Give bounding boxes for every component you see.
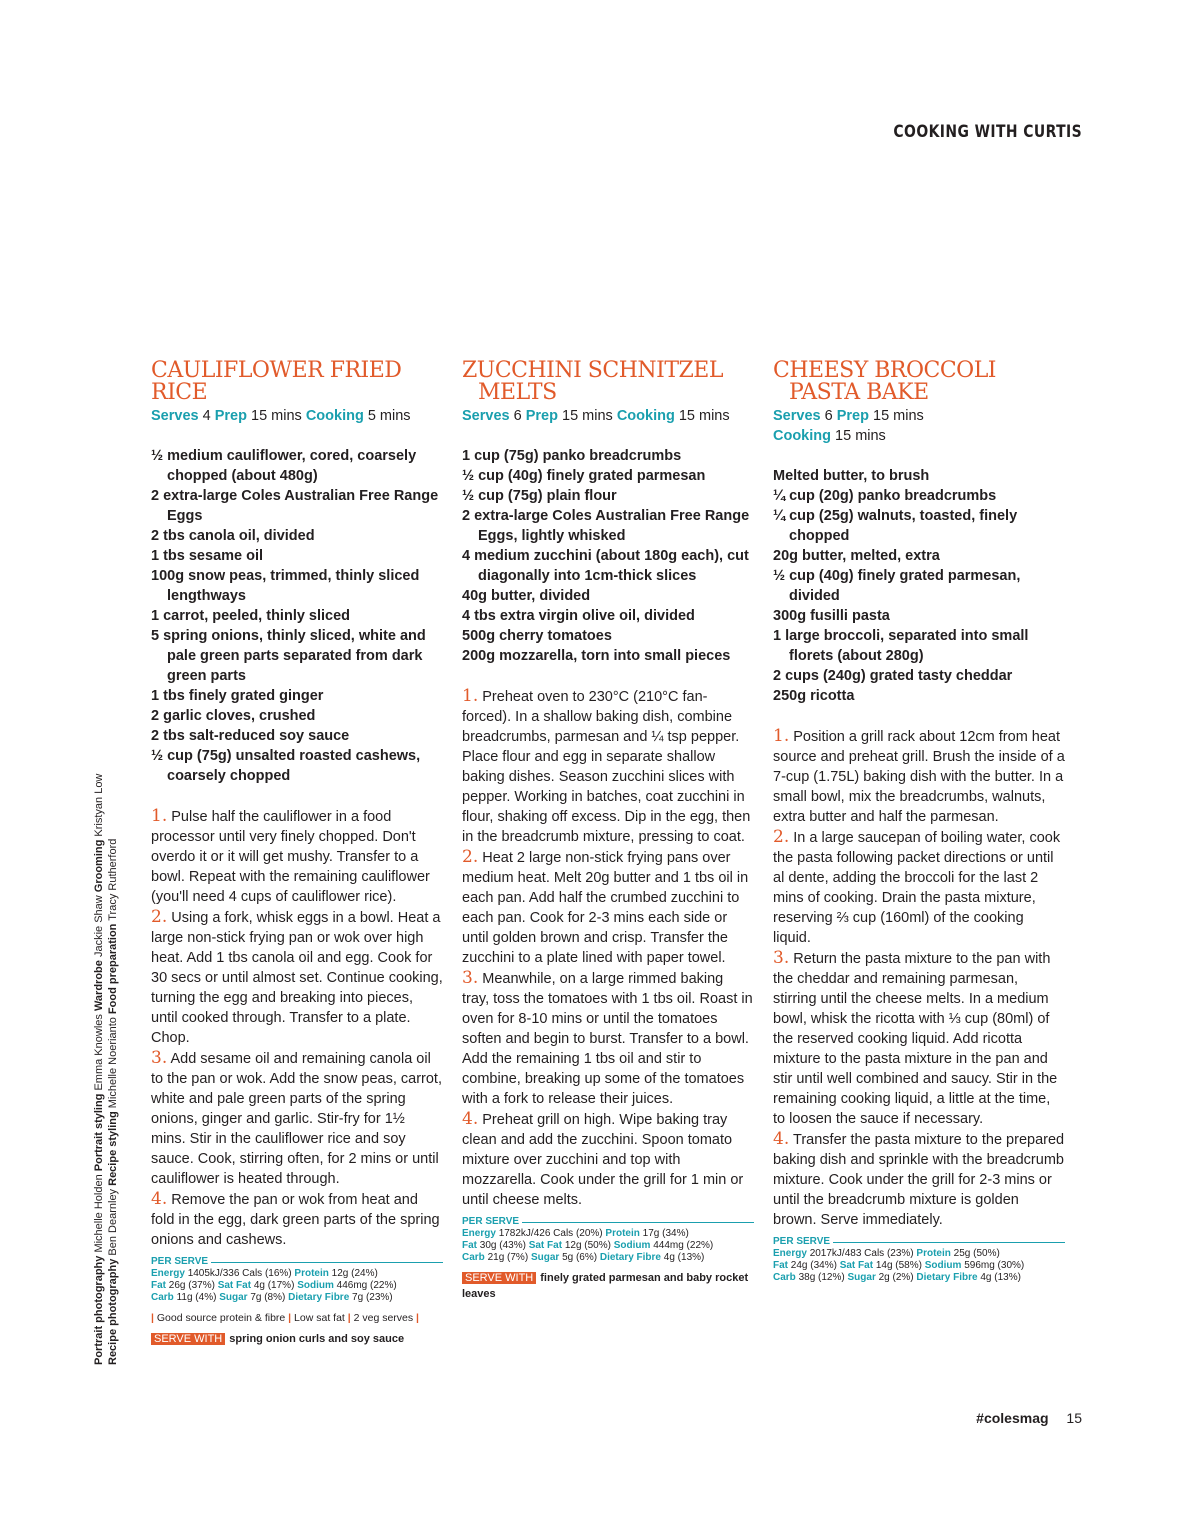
- recipe-column: [151, 360, 443, 1347]
- method-steps: [151, 806, 443, 1250]
- prep-label: Prep: [836, 408, 869, 424]
- health-tags: [151, 1312, 443, 1325]
- ingredient-list: [773, 466, 1065, 706]
- nutrient-value: 2017kJ/483 Cals (23%): [809, 1248, 914, 1259]
- ingredient-item: ¼ cup (25g) walnuts, toasted, finely chopped: [773, 508, 1018, 544]
- ingredient-item: 2 tbs canola oil, divided: [151, 528, 315, 544]
- ingredient-item: 1 carrot, peeled, thinly sliced: [151, 608, 351, 624]
- ingredient-item: 4 tbs extra virgin olive oil, divided: [462, 608, 695, 624]
- nutrition-line: [462, 1228, 754, 1240]
- ingredient-item: 20g butter, melted, extra: [773, 548, 940, 564]
- per-serve-header: [773, 1236, 1065, 1248]
- serves-label: Serves: [151, 408, 199, 424]
- step-number: 1.: [151, 806, 168, 826]
- nutrient-value: 4g (13%): [663, 1252, 705, 1263]
- step-number: 2.: [151, 907, 168, 927]
- nutrient-label: Fat: [151, 1280, 166, 1291]
- nutrient-label: Carb: [151, 1292, 174, 1303]
- serves-value: 6: [513, 408, 522, 424]
- serve-with-label: SERVE WITH: [462, 1272, 536, 1284]
- nutrient-value: 14g (58%): [875, 1260, 922, 1271]
- serves-label: Serves: [462, 408, 510, 424]
- step-number: 3.: [151, 1048, 168, 1068]
- credit-role: Food preparation: [107, 923, 119, 1015]
- ingredient-item: 300g fusilli pasta: [773, 608, 890, 624]
- credit-role: Portrait styling: [93, 1093, 105, 1172]
- nutrient-value: 5g (6%): [562, 1252, 598, 1263]
- nutrient-label: Dietary Fibre: [599, 1252, 661, 1263]
- nutrient-value: 12g (24%): [331, 1268, 378, 1279]
- nutrient-label: Sodium: [924, 1260, 962, 1271]
- ingredient-item: 200g mozzarella, torn into small pieces: [462, 648, 731, 664]
- nutrient-label: Sat Fat: [839, 1260, 874, 1271]
- nutrient-label: Protein: [916, 1248, 951, 1259]
- per-serve-label: PER SERVE: [151, 1256, 209, 1267]
- nutrient-label: Carb: [462, 1252, 485, 1263]
- nutrition-line: [151, 1280, 443, 1292]
- step-text: Transfer the pasta mixture to the prepared baking dish and sprinkle with the breadcrumb mixture. Cook under the grill for 2-3 mins or until the breadcrumb mixture is golden brown. Serve immediately.: [773, 1132, 1065, 1228]
- method-step: [151, 1189, 443, 1250]
- ingredient-item: 4 medium zucchini (about 180g each), cut diagonally into 1cm-thick slices: [462, 548, 749, 584]
- serves-value: 6: [824, 408, 833, 424]
- credit-name: Michelle Noerianto: [107, 1017, 119, 1109]
- step-text: Preheat grill on high. Wipe baking tray clean and add the zucchini. Spoon tomato mixture over zucchini and top with mozzarella. Cook under the grill for 1 min or until cheese melts.: [462, 1112, 744, 1208]
- step-number: 1.: [462, 686, 479, 706]
- method-step: [462, 968, 754, 1109]
- serve-with: [462, 1270, 754, 1302]
- nutrient-value: 21g (7%): [487, 1252, 529, 1263]
- step-number: 2.: [462, 847, 479, 867]
- step-number: 4.: [462, 1109, 479, 1129]
- credit-name: Ben Dearnley: [107, 1188, 119, 1256]
- ingredient-item: 100g snow peas, trimmed, thinly sliced lengthways: [151, 568, 420, 604]
- method-steps: [462, 686, 754, 1210]
- nutrient-value: 30g (43%): [479, 1240, 526, 1251]
- credit-name: Tracy Rutherford: [107, 838, 119, 921]
- nutrient-value: 25g (50%): [953, 1248, 1000, 1259]
- credit-role: Recipe styling: [107, 1111, 119, 1186]
- per-serve-label: PER SERVE: [773, 1236, 831, 1247]
- nutrient-label: Carb: [773, 1272, 796, 1283]
- ingredient-item: 1 tbs sesame oil: [151, 548, 264, 564]
- ingredient-item: 2 cups (240g) grated tasty cheddar: [773, 668, 1013, 684]
- method-steps: [773, 726, 1065, 1230]
- recipe-times: [462, 406, 754, 426]
- recipe-title: [151, 360, 443, 404]
- nutrition-line: [773, 1260, 1065, 1272]
- step-text: Pulse half the cauliflower in a food processor until very finely chopped. Don't overdo it or it will get mushy. Transfer to a bowl. Repeat with the remaining cauliflower (you'll need 4 cups of cauliflower rice).: [151, 809, 430, 905]
- section-header: COOKING WITH CURTIS: [893, 122, 1082, 142]
- per-serve-rule: [522, 1222, 754, 1223]
- cooking-value: 15 mins: [678, 408, 730, 424]
- step-text: In a large saucepan of boiling water, cook the pasta following packet directions or until al dente, adding the broccoli for the last 2 mins of cooking. Drain the pasta mixture, reserving ⅔ cup (160ml) of the cooking liquid.: [773, 830, 1061, 946]
- prep-value: 15 mins: [562, 408, 613, 424]
- recipe-column: [773, 360, 1065, 1284]
- nutrient-value: 11g (4%): [176, 1292, 217, 1303]
- serves-label: Serves: [773, 408, 821, 424]
- ingredient-item: ½ cup (75g) unsalted roasted cashews, coarsely chopped: [151, 748, 421, 784]
- nutrient-value: 12g (50%): [564, 1240, 611, 1251]
- nutrient-value: 2g (2%): [878, 1272, 914, 1283]
- nutrient-value: 444mg (22%): [653, 1240, 714, 1251]
- nutrient-label: Fat: [773, 1260, 788, 1271]
- step-text: Heat 2 large non-stick frying pans over medium heat. Melt 20g butter and 1 tbs oil in each pan. Add half the crumbed zucchini to each pan. Cook for 2-3 mins each side or until golden brown and crisp. Transfer the zucchini to a plate lined with paper towel.: [462, 850, 749, 966]
- title-line-1: ZUCCHINI SCHNITZEL: [462, 358, 723, 383]
- nutrition-line: [462, 1240, 754, 1252]
- method-step: [773, 948, 1065, 1129]
- ingredient-list: [151, 446, 443, 786]
- ingredient-item: Melted butter, to brush: [773, 468, 930, 484]
- nutrient-label: Protein: [294, 1268, 329, 1279]
- photo-credits: [92, 725, 120, 1365]
- ingredient-item: 1 large broccoli, separated into small florets (about 280g): [773, 628, 1029, 664]
- nutrition-line: [462, 1252, 754, 1264]
- step-number: 1.: [773, 726, 790, 746]
- nutrient-value: 4g (17%): [253, 1280, 295, 1291]
- nutrient-label: Fat: [462, 1240, 477, 1251]
- nutrient-value: 1405kJ/336 Cals (16%): [187, 1268, 292, 1279]
- nutrient-value: 38g (12%): [798, 1272, 845, 1283]
- nutrient-label: Sugar: [219, 1292, 248, 1303]
- credit-name: Jackie Shaw: [93, 895, 105, 958]
- health-tag: Good source protein & fibre: [156, 1312, 286, 1324]
- tag-divider: |: [285, 1312, 295, 1324]
- nutrition-line: [151, 1292, 443, 1304]
- nutrient-label: Dietary Fibre: [916, 1272, 978, 1283]
- serve-with-text: finely grated parmesan and baby rocket leaves: [462, 1272, 749, 1300]
- method-step: [462, 847, 754, 968]
- step-number: 4.: [773, 1129, 790, 1149]
- method-step: [462, 1109, 754, 1210]
- page-number: 15: [1066, 1410, 1082, 1426]
- tag-divider: |: [151, 1312, 157, 1324]
- ingredient-item: ½ medium cauliflower, cored, coarsely chopped (about 480g): [151, 448, 417, 484]
- method-step: [773, 1129, 1065, 1230]
- ingredient-item: ½ cup (40g) finely grated parmesan: [462, 468, 706, 484]
- recipe-times: [773, 406, 1065, 446]
- credit-role: Wardrobe: [93, 960, 105, 1012]
- health-tag: 2 veg serves: [353, 1312, 414, 1324]
- method-step: [773, 827, 1065, 948]
- recipe-column: [462, 360, 754, 1302]
- step-text: Preheat oven to 230°C (210°C fan-forced). In a shallow baking dish, combine breadcrumbs, parmesan and ¼ tsp pepper. Place flour and egg in separate shallow baking dishes. Season zucchini slices with pepper. Working in batches, coat zucchini in flour, shaking off excess. Dip in the egg, then in the breadcrumb mixture, pressing to coat.: [462, 689, 751, 845]
- health-tag: Low sat fat: [294, 1312, 345, 1324]
- nutrient-value: 7g (8%): [250, 1292, 286, 1303]
- method-step: [151, 806, 443, 907]
- recipe-times: [151, 406, 443, 426]
- nutrient-label: Protein: [605, 1228, 640, 1239]
- page-footer: [976, 1410, 1082, 1426]
- nutrition-line: [773, 1248, 1065, 1260]
- ingredient-item: 2 extra-large Coles Australian Free Range Eggs: [151, 488, 439, 524]
- credits-line: [92, 725, 106, 1365]
- prep-label: Prep: [525, 408, 558, 424]
- ingredient-item: 5 spring onions, thinly sliced, white and pale green parts separated from dark green parts: [151, 628, 426, 684]
- serve-with-label: SERVE WITH: [151, 1333, 225, 1345]
- tag-divider: |: [413, 1312, 419, 1324]
- title-line-2: MELTS: [478, 380, 557, 405]
- nutrition-line: [773, 1272, 1065, 1284]
- title-line-1: CHEESY BROCCOLI: [773, 358, 996, 383]
- method-step: [773, 726, 1065, 827]
- tag-divider: |: [344, 1312, 354, 1324]
- ingredient-item: 250g ricotta: [773, 688, 855, 704]
- recipe-title: [462, 360, 754, 404]
- nutrient-value: 26g (37%): [168, 1280, 215, 1291]
- ingredient-list: [462, 446, 754, 666]
- ingredient-item: ½ cup (40g) finely grated parmesan, divided: [773, 568, 1021, 604]
- nutrient-value: 17g (34%): [642, 1228, 689, 1239]
- nutrient-label: Sugar: [530, 1252, 560, 1263]
- step-text: Using a fork, whisk eggs in a bowl. Heat a large non-stick frying pan or wok over high heat. Add 1 tbs canola oil and egg. Cook for 30 secs or until almost set. Continue cooking, turning the egg and breaking into pieces, until cooked through. Transfer to a plate. Chop.: [151, 910, 443, 1046]
- ingredient-item: 1 cup (75g) panko breadcrumbs: [462, 448, 682, 464]
- prep-label: Prep: [214, 408, 247, 424]
- ingredient-item: ½ cup (75g) plain flour: [462, 488, 617, 504]
- credit-role: Portrait photography: [93, 1255, 105, 1365]
- nutrient-label: Sat Fat: [217, 1280, 252, 1291]
- ingredient-item: 1 tbs finely grated ginger: [151, 688, 324, 704]
- recipe-title: [773, 360, 1065, 404]
- per-serve-rule: [211, 1262, 443, 1263]
- step-text: Add sesame oil and remaining canola oil to the pan or wok. Add the snow peas, carrot, white and pale green parts of the spring onions, ginger and garlic. Stir-fry for 1½ mins. Stir in the cauliflower rice and soy sauce. Cook, stirring often, for 2 mins or until cauliflower is heated through.: [151, 1051, 442, 1187]
- ingredient-item: 2 tbs salt-reduced soy sauce: [151, 728, 350, 744]
- per-serve-header: [462, 1216, 754, 1228]
- nutrient-label: Sodium: [613, 1240, 651, 1251]
- nutrient-value: 1782kJ/426 Cals (20%): [498, 1228, 603, 1239]
- nutrient-label: Sodium: [297, 1280, 334, 1291]
- credit-role: Recipe photography: [107, 1258, 119, 1365]
- per-serve-label: PER SERVE: [462, 1216, 520, 1227]
- method-step: [151, 1048, 443, 1189]
- credit-name: Michelle Holden: [93, 1174, 105, 1253]
- ingredient-item: ¼ cup (20g) panko breadcrumbs: [773, 488, 997, 504]
- ingredient-item: 40g butter, divided: [462, 588, 591, 604]
- nutrition-line: [151, 1268, 443, 1280]
- nutrient-label: Sugar: [847, 1272, 876, 1283]
- step-number: 2.: [773, 827, 790, 847]
- serve-with-text: spring onion curls and soy sauce: [229, 1333, 405, 1345]
- nutrient-label: Energy: [773, 1248, 807, 1259]
- credits-line: [106, 725, 120, 1365]
- step-text: Remove the pan or wok from heat and fold in the egg, dark green parts of the spring onions and cashews.: [151, 1192, 440, 1248]
- credit-name: Kristyan Low: [93, 773, 105, 837]
- title-line-2: PASTA BAKE: [789, 380, 929, 405]
- cooking-label: Cooking: [773, 428, 831, 444]
- prep-value: 15 mins: [251, 408, 302, 424]
- hashtag: #colesmag: [976, 1410, 1049, 1426]
- step-text: Position a grill rack about 12cm from heat source and preheat grill. Brush the inside of a 7-cup (1.75L) baking dish with the butter. In a small bowl, mix the breadcrumbs, walnuts, extra butter and half the parmesan.: [773, 729, 1065, 825]
- title-line-1: CAULIFLOWER FRIED RICE: [151, 358, 402, 405]
- credit-role: Grooming: [93, 839, 105, 893]
- method-step: [151, 907, 443, 1048]
- per-serve-header: [151, 1256, 443, 1268]
- step-number: 4.: [151, 1189, 168, 1209]
- step-number: 3.: [462, 968, 479, 988]
- credit-name: Emma Knowles: [93, 1014, 105, 1091]
- step-text: Meanwhile, on a large rimmed baking tray, toss the tomatoes with 1 tbs oil. Roast in oven for 8-10 mins or until the tomatoes soften and begin to burst. Transfer to a bowl. Add the remaining 1 tbs oil and stir to combine, breaking up some of the tomatoes with a fork to release their juices.: [462, 971, 753, 1107]
- cooking-value: 15 mins: [835, 428, 886, 444]
- nutrient-value: 4g (13%): [980, 1272, 1021, 1283]
- serves-value: 4: [202, 408, 211, 424]
- nutrient-label: Sat Fat: [528, 1240, 563, 1251]
- ingredient-item: 500g cherry tomatoes: [462, 628, 612, 644]
- method-step: [462, 686, 754, 847]
- nutrient-label: Dietary Fibre: [288, 1292, 350, 1303]
- nutrient-label: Energy: [462, 1228, 496, 1239]
- cooking-label: Cooking: [305, 408, 364, 424]
- cooking-value: 5 mins: [367, 408, 411, 424]
- ingredient-item: 2 garlic cloves, crushed: [151, 708, 316, 724]
- nutrient-value: 596mg (30%): [964, 1260, 1025, 1271]
- nutrient-value: 446mg (22%): [336, 1280, 397, 1291]
- per-serve-rule: [833, 1242, 1065, 1243]
- serve-with: [151, 1331, 443, 1347]
- nutrient-value: 24g (34%): [790, 1260, 837, 1271]
- cooking-label: Cooking: [616, 408, 675, 424]
- nutrient-value: 7g (23%): [352, 1292, 393, 1303]
- step-number: 3.: [773, 948, 790, 968]
- ingredient-item: 2 extra-large Coles Australian Free Range Eggs, lightly whisked: [462, 508, 750, 544]
- nutrient-label: Energy: [151, 1268, 185, 1279]
- step-text: Return the pasta mixture to the pan with the cheddar and remaining parmesan, stirring until the cheese melts. In a medium bowl, whisk the ricotta with ⅓ cup (80ml) of the reserved cooking liquid. Add ricotta mixture to the pasta mixture in the pan and stir until well combined and saucy. Stir in the remaining cooking liquid, a little at the time, to loosen the sauce if necessary.: [773, 951, 1058, 1127]
- prep-value: 15 mins: [873, 408, 924, 424]
